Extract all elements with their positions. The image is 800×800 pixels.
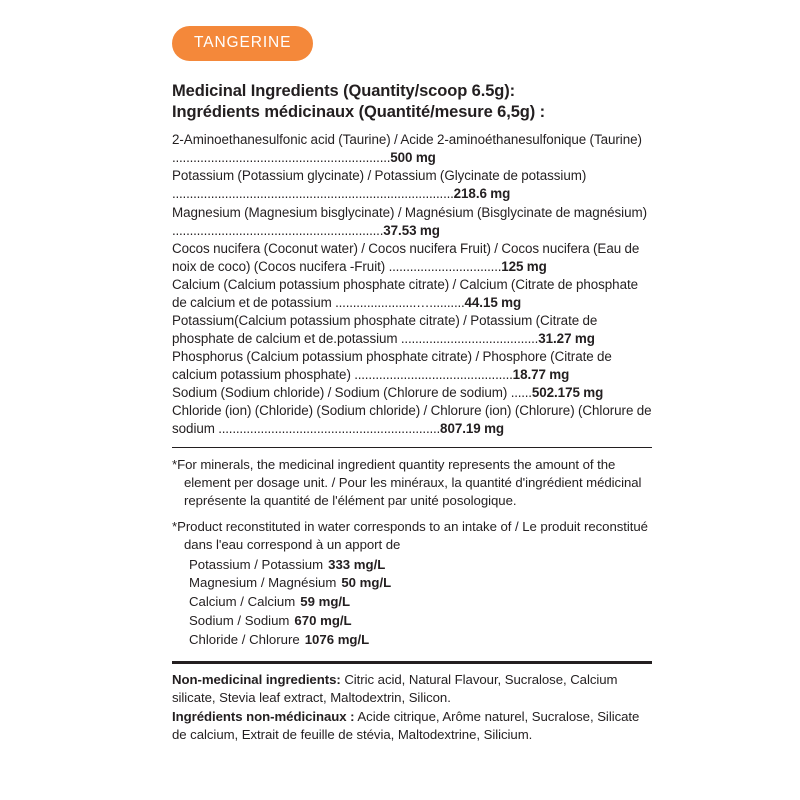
- ingredient-dots: ..............................................................: [172, 150, 391, 166]
- ingredient-dots: ......: [510, 384, 532, 400]
- ingredient-name: Phosphorus (Calcium potassium phosphate citrate) / Phosphore (Citrate de calcium potassium phosphate): [172, 348, 612, 382]
- reconstituted-values-list: [172, 556, 652, 650]
- ingredient-amount: 500 mg: [390, 150, 436, 166]
- ingredient-dots: ................................: [388, 258, 502, 274]
- ingredient-dots: ............................................................: [172, 222, 384, 238]
- minerals-note-text: *For minerals, the medicinal ingredient quantity represents the amount of the element per dosage unit. / Pour les minéraux, la quantité d'ingrédient médicinal représente la quantité de l'élément par unité posologique.: [172, 456, 642, 508]
- ingredient-name: 2-Aminoethanesulfonic acid (Taurine) / Acide 2-aminoéthanesulfonique (Taurine): [172, 132, 642, 148]
- non-medicinal-label-fr: Ingrédients non-médicinaux :: [172, 709, 355, 725]
- non-medicinal-ingredients: [172, 671, 652, 744]
- recon-label: Sodium / Sodium: [189, 612, 290, 628]
- recon-label: Magnesium / Magnésium: [189, 575, 337, 591]
- non-medicinal-fr: [172, 708, 652, 744]
- ingredient-row: [172, 167, 652, 203]
- ingredient-name: Chloride (ion) (Chloride) (Sodium chloride) / Chlorure (ion) (Chlorure) (Chlorure de sodium: [172, 402, 652, 436]
- ingredient-amount: 125 mg: [501, 258, 547, 274]
- list-item: [189, 574, 652, 593]
- ingredient-dots: .......................…..........: [335, 294, 465, 310]
- minerals-note: [172, 456, 652, 510]
- ingredient-amount: 218.6 mg: [453, 186, 511, 202]
- ingredient-row: [172, 384, 652, 402]
- ingredient-dots: .......................................: [400, 330, 539, 346]
- recon-value: 1076 mg/L: [304, 631, 370, 647]
- list-item: [189, 593, 652, 612]
- ingredient-row: [172, 276, 652, 312]
- ingredient-amount: 18.77 mg: [512, 366, 570, 382]
- ingredient-amount: 31.27 mg: [538, 330, 595, 346]
- ingredient-name: Magnesium (Magnesium bisglycinate) / Magnésium (Bisglycinate de magnésium): [172, 204, 647, 220]
- non-medicinal-en: [172, 671, 652, 707]
- recon-value: 50 mg/L: [341, 575, 392, 591]
- ingredient-amount: 44.15 mg: [464, 294, 522, 310]
- recon-label: Calcium / Calcium: [189, 594, 296, 610]
- ingredient-row: [172, 348, 652, 384]
- ingredient-amount: 807.19 mg: [440, 420, 505, 436]
- medicinal-heading-en: Medicinal Ingredients (Quantity/scoop 6.5g):: [172, 81, 516, 100]
- ingredient-amount: 37.53 mg: [383, 222, 440, 238]
- supplement-facts-panel: [172, 26, 652, 745]
- ingredient-amount: 502.175 mg: [531, 384, 604, 400]
- ingredient-row: [172, 204, 652, 240]
- ingredient-row: [172, 402, 652, 438]
- ingredient-name: Cocos nucifera (Coconut water) / Cocos nucifera Fruit) / Cocos nucifera (Eau de noix de coco) (Cocos nucifera -Fruit): [172, 240, 640, 274]
- recon-value: 333 mg/L: [328, 556, 386, 572]
- divider-thick: [172, 661, 652, 664]
- ingredients-list: [172, 131, 652, 438]
- reconstituted-note: [172, 518, 652, 554]
- ingredient-row: [172, 312, 652, 348]
- recon-label: Potassium / Potassium: [189, 556, 324, 572]
- ingredient-dots: ...............................................................: [218, 420, 441, 436]
- medicinal-heading-fr: Ingrédients médicinaux (Quantité/mesure 6,5g) :: [172, 103, 546, 122]
- recon-value: 59 mg/L: [300, 594, 351, 610]
- ingredient-name: Potassium(Calcium potassium phosphate citrate) / Potassium (Citrate de phosphate de calcium et de.potassium: [172, 312, 598, 346]
- non-medicinal-label-en: Non-medicinal ingredients:: [172, 672, 341, 688]
- recon-value: 670 mg/L: [294, 612, 352, 628]
- ingredient-row: [172, 240, 652, 276]
- ingredient-dots: .............................................: [354, 366, 513, 382]
- list-item: [189, 612, 652, 631]
- flavor-badge: TANGERINE: [172, 26, 313, 61]
- divider-thin: [172, 447, 652, 448]
- list-item: [189, 556, 652, 575]
- non-medicinal-text-fr: Acide citrique, Arôme naturel, Sucralose, Silicate de calcium, Extrait de feuille de stévia, Maltodextrine, Silicium.: [172, 709, 640, 743]
- recon-label: Chloride / Chlorure: [189, 631, 300, 647]
- ingredient-dots: ................................................................................: [172, 186, 454, 202]
- ingredient-name: Calcium (Calcium potassium phosphate citrate) / Calcium (Citrate de phosphate de calcium et de potassium: [172, 276, 639, 310]
- reconstituted-note-text: *Product reconstituted in water corresponds to an intake of / Le produit reconstitué dans l'eau correspond à un apport de: [172, 518, 648, 552]
- ingredient-name: Sodium (Sodium chloride) / Sodium (Chlorure de sodium): [172, 384, 511, 400]
- medicinal-ingredients-heading: [172, 81, 652, 125]
- ingredient-row: [172, 131, 652, 167]
- non-medicinal-text-en: Citric acid, Natural Flavour, Sucralose, Calcium silicate, Stevia leaf extract, Maltodextrin, Silicon.: [172, 672, 618, 706]
- list-item: [189, 631, 652, 650]
- ingredient-name: Potassium (Potassium glycinate) / Potassium (Glycinate de potassium): [172, 168, 587, 184]
